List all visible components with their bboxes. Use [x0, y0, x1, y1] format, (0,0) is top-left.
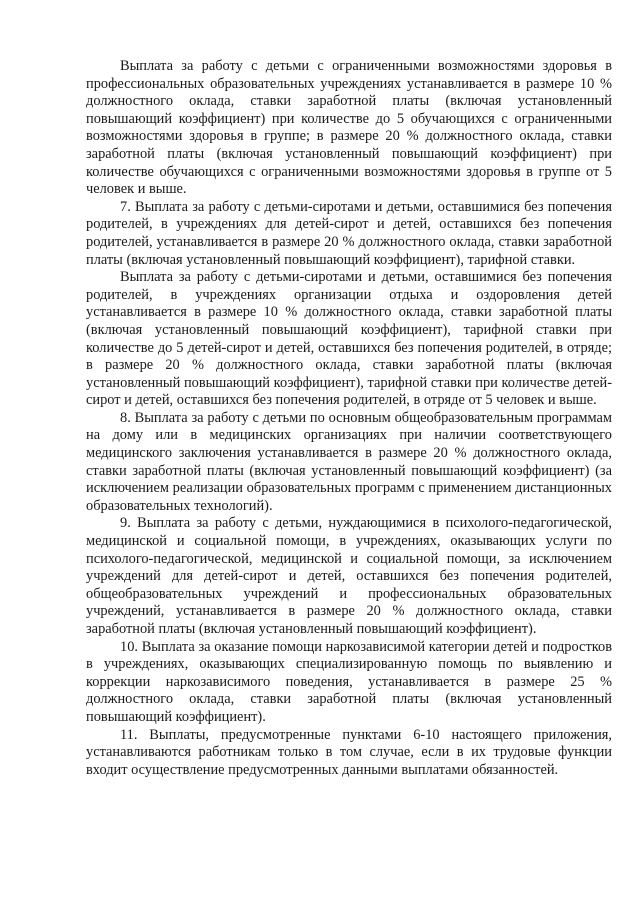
- paragraph-item-7: 7. Выплата за работу с детьми-сиротами и детьми, оставшимися без попечения родителей, в учреждениях для детей-сирот и детей, оставшихся без попечения родителей, устанавливается в размере 20 % должностного оклада, ставки заработной платы (включая установленный повышающий коэффициент), тарифной ставки.: [86, 198, 612, 268]
- paragraph-item-11: 11. Выплаты, предусмотренные пунктами 6-10 настоящего приложения, устанавливаются работникам только в том случае, если в их трудовые функции входит осуществление предусмотренных данными выплатами обязанностей.: [86, 726, 612, 778]
- paragraph-orphans-recreation: Выплата за работу с детьми-сиротами и детьми, оставшимися без попечения родителей, в учреждениях организации отдыха и оздоровления детей устанавливается в размере 10 % должностного оклада, ставки заработной платы (включая установленный повышающий коэффициент), тарифной ставки при количестве до 5 детей-сирот и детей, оставшихся без попечения родителей, в отряде; в размере 20 % должностного оклада, ставки заработной платы (включая установленный повышающий коэффициент), тарифной ставки при количестве детей-сирот и детей, оставшихся без попечения родителей, в отряде от 5 человек и выше.: [86, 269, 612, 409]
- paragraph-item-9: 9. Выплата за работу с детьми, нуждающимися в психолого-педагогической, медицинской и социальной помощи, в учреждениях, оказывающих услуги по психолого-педагогической, медицинской и социальной помощи, за исключением учреждений для детей-сирот и детей, оставшихся без попечения родителей, общеобразовательных учреждений и профессиональных образовательных учреждений, устанавливается в размере 20 % должностного оклада, ставки заработной платы (включая установленный повышающий коэффициент).: [86, 515, 612, 637]
- paragraph-item-10: 10. Выплата за оказание помощи наркозависимой категории детей и подростков в учреждениях, оказывающих специализированную помощь по выявлению и коррекции наркозависимого поведения, устанавливается в размере 25 % должностного оклада, ставки заработной платы (включая установленный повышающий коэффициент).: [86, 638, 612, 725]
- document-body: [86, 58, 612, 779]
- paragraph-disability-allowance: Выплата за работу с детьми с ограниченными возможностями здоровья в профессиональных образовательных учреждениях устанавливается в размере 10 % должностного оклада, ставки заработной платы (включая установленный повышающий коэффициент) при количестве до 5 обучающихся с ограниченными возможностями здоровья в группе; в размере 20 % должностного оклада, ставки заработной платы (включая установленный повышающий коэффициент) при количестве обучающихся с ограниченными возможностями здоровья в группе от 5 человек и выше.: [86, 58, 612, 198]
- paragraph-item-8: 8. Выплата за работу с детьми по основным общеобразовательным программам на дому или в медицинских организациях при наличии соответствующего медицинского заключения устанавливается в размере 20 % должностного оклада, ставки заработной платы (включая установленный повышающий коэффициент) (за исключением реализации образовательных программ с применением дистанционных образовательных технологий).: [86, 409, 612, 514]
